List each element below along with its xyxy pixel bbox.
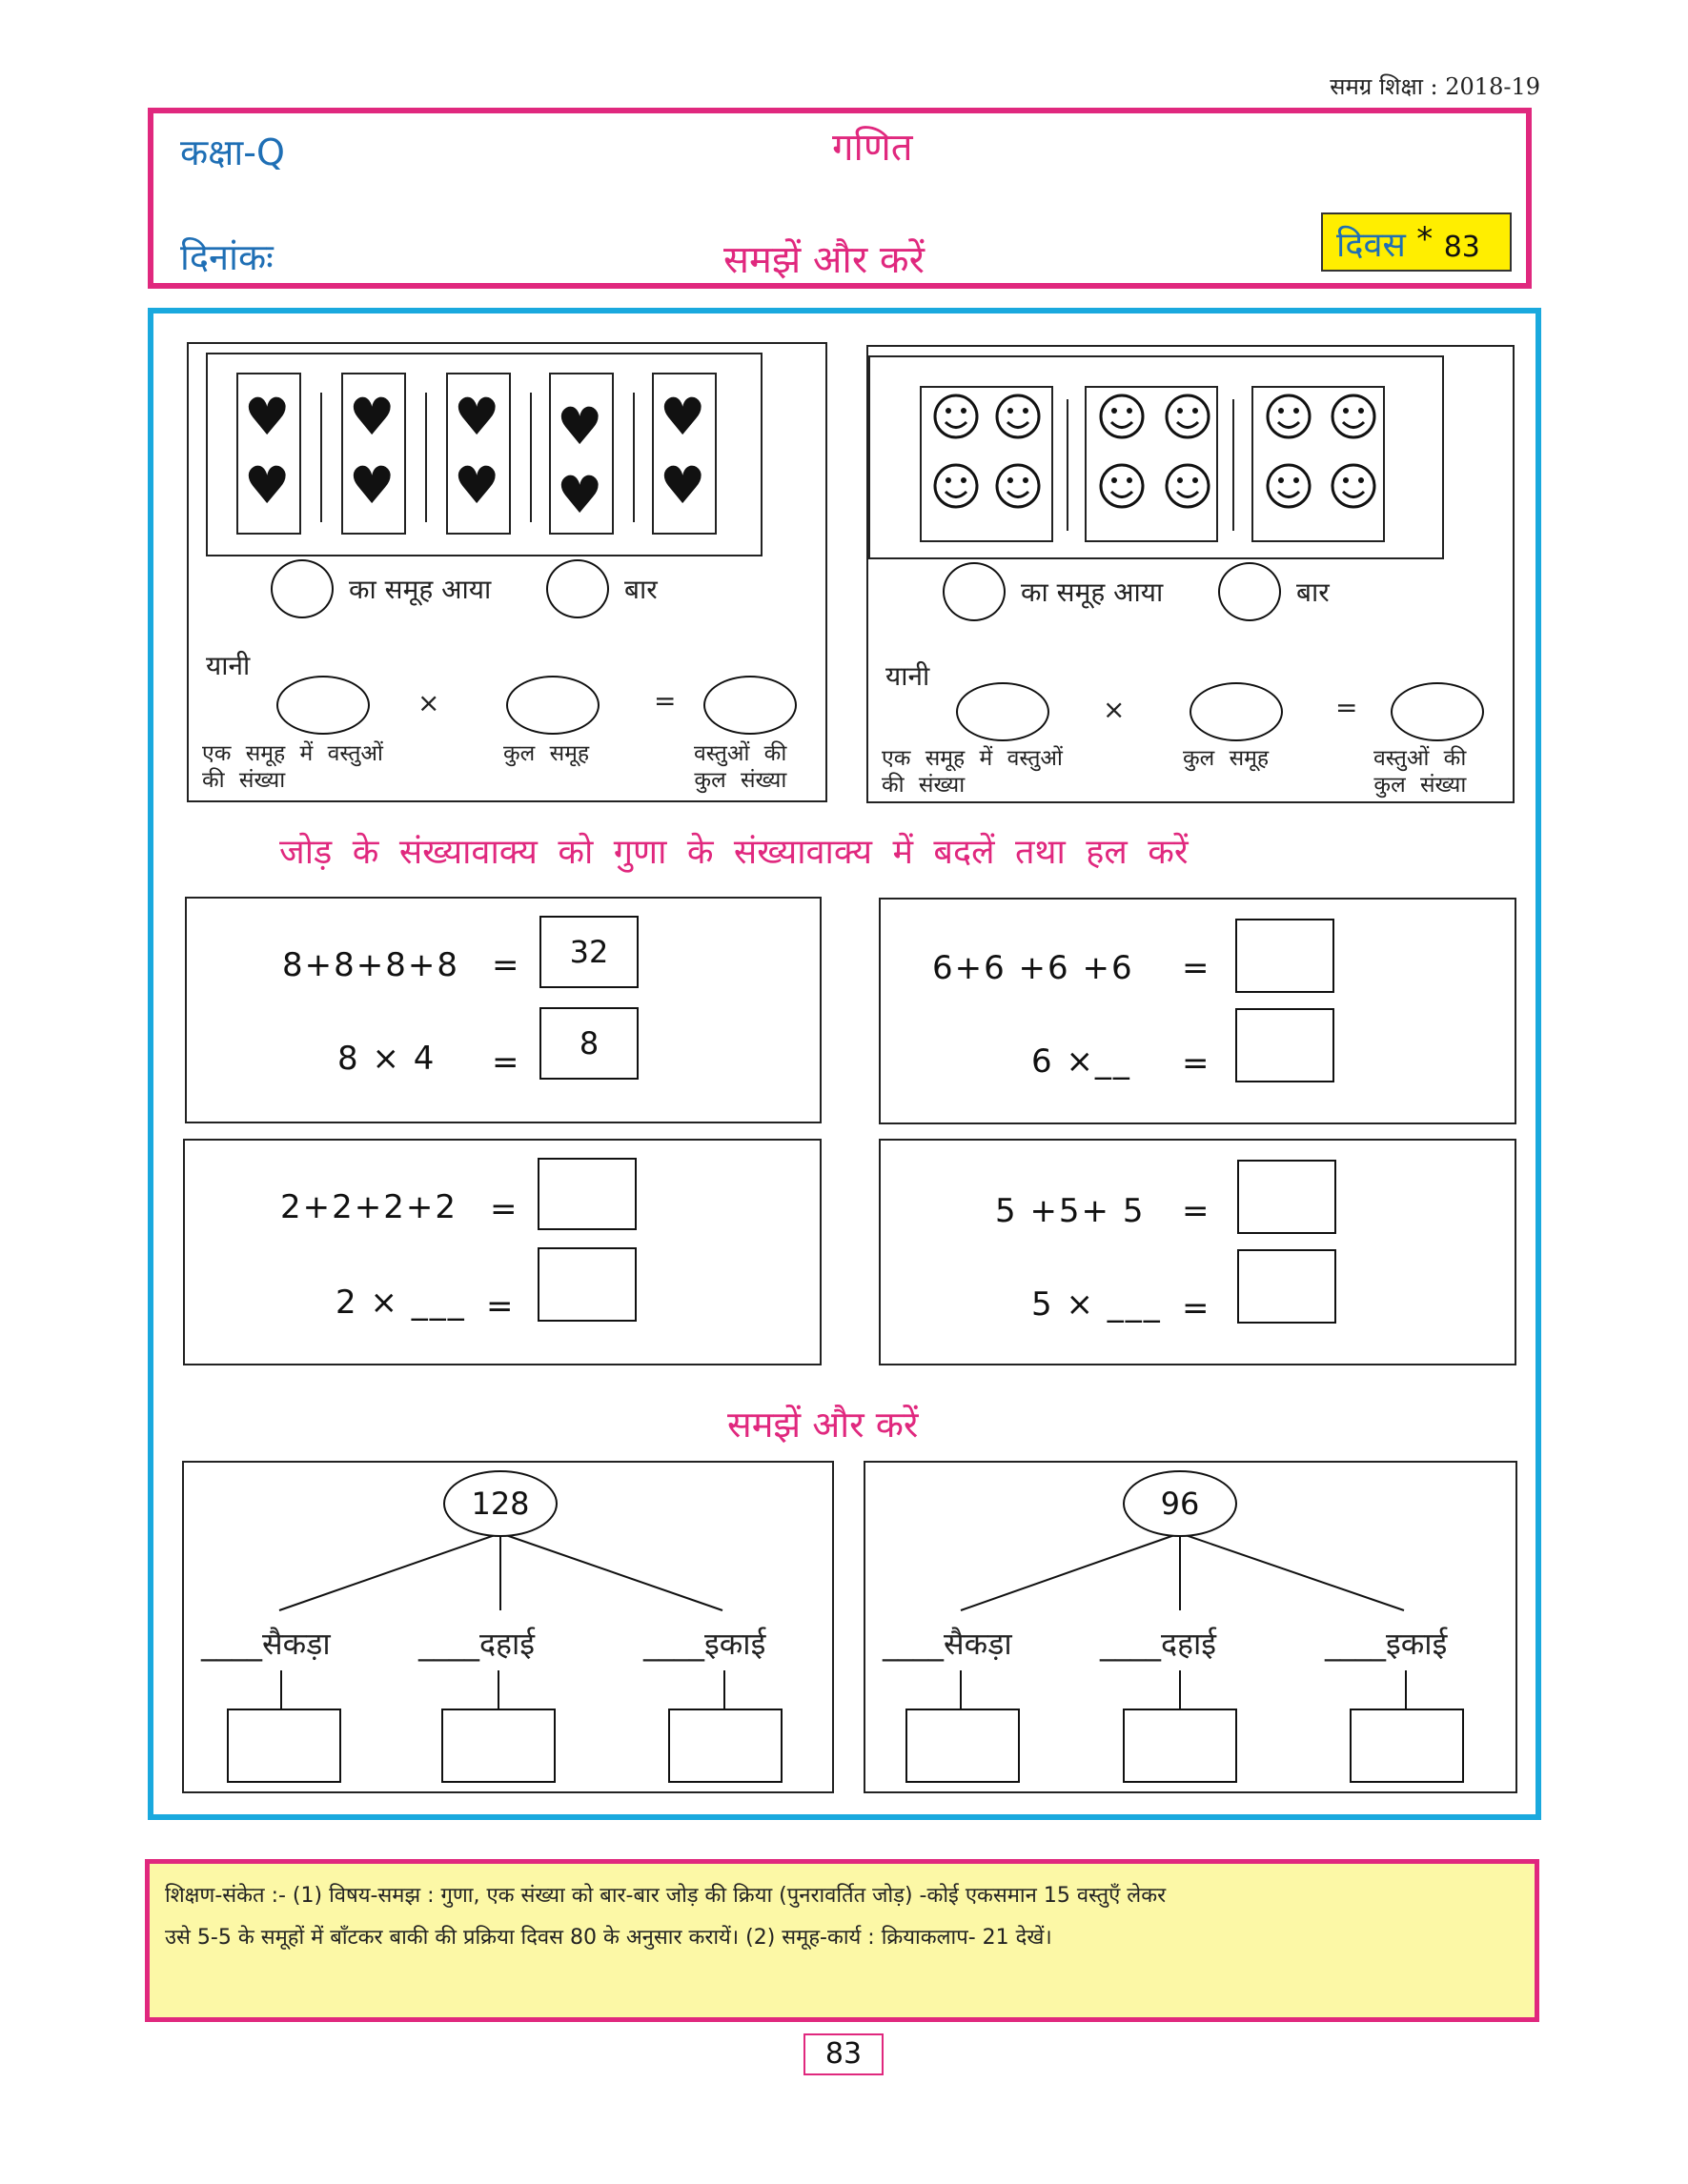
answer-ellipse[interactable] xyxy=(276,676,370,735)
teaching-notes-line2: उसे 5-5 के समूहों में बाँटकर बाकी की प्रक्रिया दिवस 80 के अनुसार करायें। (2) समूह-कार्य : क्रियाकलाप- 21 देखें। xyxy=(165,1926,1052,1950)
number-oval: 96 xyxy=(1123,1470,1237,1537)
answer-circle[interactable] xyxy=(1218,562,1281,621)
heart-icon: ♥ xyxy=(244,387,291,447)
answer-ellipse[interactable] xyxy=(956,682,1049,741)
heart-group xyxy=(446,373,511,535)
main-worksheet-box xyxy=(148,308,1541,1820)
multiplication-sentence: 2 × ___ xyxy=(336,1284,466,1322)
equals-sign: = xyxy=(1182,1289,1211,1327)
equals-sign: = xyxy=(1335,692,1358,723)
teaching-notes xyxy=(145,1859,1539,2022)
answer-box[interactable] xyxy=(1237,1249,1336,1324)
group-phrase: का समूह आया xyxy=(349,574,492,605)
conversion-panel-1 xyxy=(185,897,822,1123)
smileys-picture xyxy=(868,355,1444,559)
multiplication-sentence: 5 × ___ xyxy=(1031,1285,1162,1324)
ones-box[interactable] xyxy=(668,1709,783,1783)
divider xyxy=(320,393,322,522)
divider xyxy=(1067,399,1068,531)
answer-box[interactable] xyxy=(538,1247,637,1322)
heart-group xyxy=(549,373,614,535)
section-title: समझें और करें xyxy=(723,238,925,282)
day-number: 83 xyxy=(1443,231,1480,264)
heart-group xyxy=(652,373,717,535)
caption-items-per-group: एक समूह में वस्तुओं की संख्या xyxy=(202,741,383,793)
heart-group xyxy=(236,373,301,535)
heart-icon: ♥ xyxy=(660,455,706,516)
times-word: बार xyxy=(1296,576,1330,608)
number-oval: 128 xyxy=(443,1470,558,1537)
equals-sign: = xyxy=(1182,949,1211,987)
subject-title: गणित xyxy=(832,126,913,170)
addition-sentence: 5 +5+ 5 xyxy=(995,1192,1146,1230)
caption-total-items: वस्तुओं की कुल संख्या xyxy=(694,741,787,793)
heart-icon: ♥ xyxy=(557,465,603,525)
program-year: समग्र शिक्षा : 2018-19 xyxy=(1330,73,1540,100)
star-icon: * xyxy=(1416,220,1434,258)
hundreds-blank[interactable]: ____सैकड़ा xyxy=(883,1626,1012,1662)
answer-box[interactable] xyxy=(1235,1008,1334,1082)
group-phrase: का समूह आया xyxy=(1021,576,1164,608)
hearts-picture xyxy=(206,353,763,556)
ones-label: इकाई xyxy=(704,1626,766,1662)
teaching-notes-line1: शिक्षण-संकेत :- (1) विषय-समझ : गुणा, एक संख्या को बार-बार जोड़ की क्रिया (पुनरावर्तित जोड़) -कोई एकसमान 15 वस्तुएँ लेकर xyxy=(165,1884,1167,1908)
ones-blank[interactable]: ____इकाई xyxy=(643,1626,766,1662)
tens-box[interactable] xyxy=(441,1709,556,1783)
equals-sign: = xyxy=(492,946,521,984)
heart-icon: ♥ xyxy=(557,396,603,456)
grouping-panel-smileys xyxy=(866,345,1515,803)
smiley-group xyxy=(1251,386,1385,542)
header-box xyxy=(148,108,1532,289)
multiplication-sentence: 8 × 4 xyxy=(337,1040,437,1078)
conversion-panel-4 xyxy=(879,1139,1516,1365)
tens-blank[interactable]: ____दहाई xyxy=(1100,1626,1216,1662)
hundreds-box[interactable] xyxy=(227,1709,341,1783)
hundreds-blank[interactable]: ____सैकड़ा xyxy=(201,1626,331,1662)
answer-ellipse[interactable] xyxy=(1391,682,1484,741)
divider xyxy=(425,393,427,522)
heart-icon: ♥ xyxy=(454,387,500,447)
answer-ellipse[interactable] xyxy=(1190,682,1283,741)
times-sign: × xyxy=(417,687,440,718)
answer-circle[interactable] xyxy=(271,559,334,618)
hundreds-box[interactable] xyxy=(905,1709,1020,1783)
divider xyxy=(633,393,635,522)
answer-box[interactable] xyxy=(1235,919,1334,993)
equals-sign: = xyxy=(654,685,677,717)
smiley-group xyxy=(920,386,1053,542)
equals-sign: = xyxy=(490,1190,519,1228)
date-label: दिनांकः xyxy=(180,236,274,278)
addition-sentence: 8+8+8+8 xyxy=(282,946,459,984)
times-sign: × xyxy=(1103,694,1126,725)
answer-box[interactable] xyxy=(538,1158,637,1230)
addition-sentence: 6+6 +6 +6 xyxy=(932,949,1134,987)
place-value-panel-2 xyxy=(864,1461,1517,1793)
yani-label: यानी xyxy=(885,660,930,692)
hundreds-label: सैकड़ा xyxy=(262,1626,331,1662)
answer-ellipse[interactable] xyxy=(703,676,797,735)
ones-label: इकाई xyxy=(1386,1626,1448,1662)
day-badge xyxy=(1321,212,1512,272)
day-label: दिवस xyxy=(1336,226,1406,265)
heart-icon: ♥ xyxy=(349,455,396,516)
tens-box[interactable] xyxy=(1123,1709,1237,1783)
hundreds-label: सैकड़ा xyxy=(944,1626,1012,1662)
caption-total-items: वस्तुओं की कुल संख्या xyxy=(1373,746,1467,798)
equals-sign: = xyxy=(1182,1192,1211,1230)
heart-icon: ♥ xyxy=(660,387,706,447)
multiplication-sentence: 6 ×__ xyxy=(1031,1042,1131,1081)
conversion-panel-2 xyxy=(879,898,1516,1124)
page-number: 83 xyxy=(803,2033,884,2075)
divider xyxy=(1232,399,1234,531)
grouping-panel-hearts xyxy=(187,342,827,802)
tens-label: दहाई xyxy=(1161,1626,1216,1662)
heart-icon: ♥ xyxy=(454,455,500,516)
heart-group xyxy=(341,373,406,535)
tens-label: दहाई xyxy=(479,1626,535,1662)
equals-sign: = xyxy=(486,1287,516,1325)
ones-blank[interactable]: ____इकाई xyxy=(1325,1626,1448,1662)
answer-box[interactable]: 32 xyxy=(539,916,639,988)
smiley-group xyxy=(1085,386,1218,542)
equals-sign: = xyxy=(1182,1044,1211,1082)
yani-label: यानी xyxy=(206,650,251,681)
ones-box[interactable] xyxy=(1350,1709,1464,1783)
class-label: कक्षा-Q xyxy=(180,131,285,173)
equals-sign: = xyxy=(492,1043,521,1082)
divider xyxy=(530,393,532,522)
heart-icon: ♥ xyxy=(349,387,396,447)
caption-items-per-group: एक समूह में वस्तुओं की संख्या xyxy=(882,746,1063,798)
heart-icon: ♥ xyxy=(244,455,291,516)
answer-box[interactable] xyxy=(1237,1160,1336,1234)
addition-sentence: 2+2+2+2 xyxy=(280,1188,458,1226)
answer-circle[interactable] xyxy=(546,559,609,618)
answer-box[interactable]: 8 xyxy=(539,1007,639,1080)
instruction-title: जोड़ के संख्यावाक्य को गुणा के संख्यावाक्य में बदलें तथा हल करें xyxy=(279,833,1189,872)
times-word: बार xyxy=(624,574,658,605)
place-value-panel-1 xyxy=(182,1461,834,1793)
answer-circle[interactable] xyxy=(943,562,1006,621)
tens-blank[interactable]: ____दहाई xyxy=(418,1626,535,1662)
caption-total-groups: कुल समूह xyxy=(503,741,590,766)
conversion-panel-3 xyxy=(183,1139,822,1365)
answer-ellipse[interactable] xyxy=(506,676,600,735)
section2-title: समझें और करें xyxy=(727,1404,919,1446)
caption-total-groups: कुल समूह xyxy=(1183,746,1270,771)
